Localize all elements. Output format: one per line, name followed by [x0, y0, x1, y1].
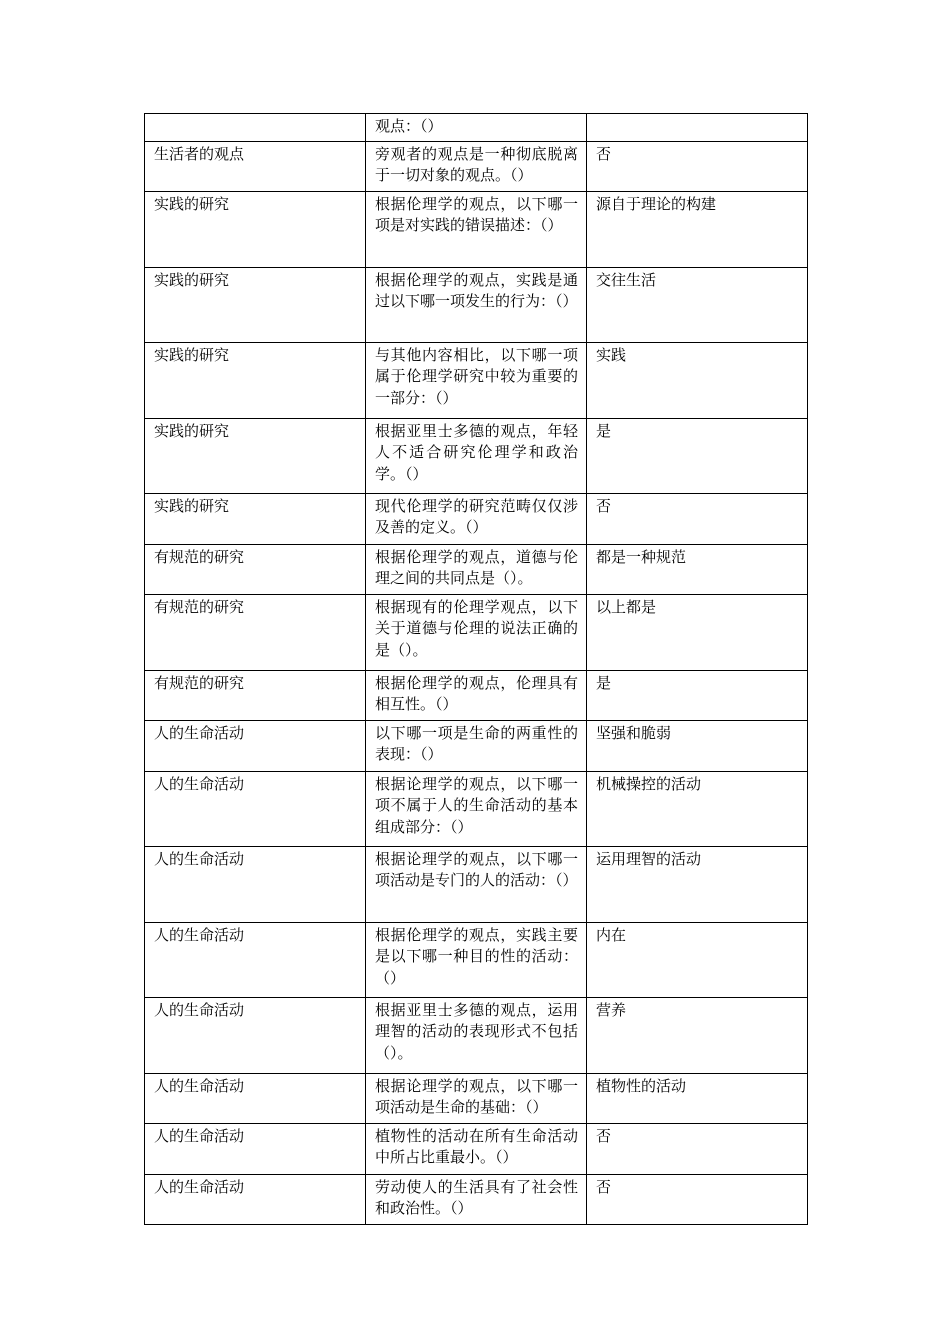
answer-cell: 否 [587, 493, 808, 544]
question-cell: 根据亚里士多德的观点，运用理智的活动的表现形式不包括（）。 [366, 997, 587, 1073]
answer-cell: 运用理智的活动 [587, 846, 808, 922]
table-row [145, 1174, 808, 1224]
table-row [145, 922, 808, 997]
answer-cell: 实践 [587, 342, 808, 418]
topic-cell: 生活者的观点 [145, 141, 366, 191]
answer-cell: 源自于理论的构建 [587, 191, 808, 267]
table-row [145, 267, 808, 342]
topic-cell: 实践的研究 [145, 267, 366, 342]
answer-cell: 植物性的活动 [587, 1073, 808, 1123]
answer-cell: 交往生活 [587, 267, 808, 342]
table-row [145, 594, 808, 670]
topic-cell: 有规范的研究 [145, 594, 366, 670]
topic-cell: 人的生命活动 [145, 771, 366, 846]
topic-cell: 实践的研究 [145, 418, 366, 493]
question-cell: 根据伦理学的观点，实践是通过以下哪一项发生的行为：（） [366, 267, 587, 342]
answer-cell: 营养 [587, 997, 808, 1073]
answer-cell: 以上都是 [587, 594, 808, 670]
answer-cell: 坚强和脆弱 [587, 720, 808, 771]
topic-cell: 人的生命活动 [145, 922, 366, 997]
question-cell: 与其他内容相比，以下哪一项属于伦理学研究中较为重要的一部分：（） [366, 342, 587, 418]
answer-cell: 是 [587, 670, 808, 720]
table-row [145, 1073, 808, 1123]
question-cell: 根据伦理学的观点，以下哪一项是对实践的错误描述：（） [366, 191, 587, 267]
question-cell: 根据论理学的观点，以下哪一项活动是生命的基础：（） [366, 1073, 587, 1123]
question-cell: 观点：（） [366, 114, 587, 142]
topic-cell [145, 114, 366, 142]
answer-cell: 机械操控的活动 [587, 771, 808, 846]
topic-cell: 人的生命活动 [145, 1174, 366, 1224]
table-row [145, 1123, 808, 1174]
topic-cell: 实践的研究 [145, 493, 366, 544]
question-cell: 根据现有的伦理学观点，以下关于道德与伦理的说法正确的是（）。 [366, 594, 587, 670]
question-cell: 根据论理学的观点，以下哪一项活动是专门的人的活动：（） [366, 846, 587, 922]
table-row [145, 493, 808, 544]
table-row [145, 771, 808, 846]
topic-cell: 实践的研究 [145, 342, 366, 418]
topic-cell: 人的生命活动 [145, 720, 366, 771]
topic-cell: 人的生命活动 [145, 1123, 366, 1174]
table-row [145, 670, 808, 720]
topic-cell: 实践的研究 [145, 191, 366, 267]
topic-cell: 人的生命活动 [145, 846, 366, 922]
topic-cell: 人的生命活动 [145, 997, 366, 1073]
table-row [145, 544, 808, 594]
table-row [145, 191, 808, 267]
question-cell: 旁观者的观点是一种彻底脱离于一切对象的观点。（） [366, 141, 587, 191]
answer-cell: 否 [587, 1123, 808, 1174]
question-cell: 劳动使人的生活具有了社会性和政治性。（） [366, 1174, 587, 1224]
question-answer-table [144, 113, 808, 1225]
question-cell: 根据伦理学的观点，伦理具有相互性。（） [366, 670, 587, 720]
table-row [145, 720, 808, 771]
answer-cell [587, 114, 808, 142]
question-cell: 植物性的活动在所有生命活动中所占比重最小。（） [366, 1123, 587, 1174]
table-row [145, 141, 808, 191]
topic-cell: 有规范的研究 [145, 670, 366, 720]
question-cell: 以下哪一项是生命的两重性的表现：（） [366, 720, 587, 771]
question-cell: 根据亚里士多德的观点，年轻人不适合研究伦理学和政治学。（） [366, 418, 587, 493]
answer-cell: 都是一种规范 [587, 544, 808, 594]
topic-cell: 人的生命活动 [145, 1073, 366, 1123]
question-cell: 根据伦理学的观点，实践主要是以下哪一种目的性的活动：（） [366, 922, 587, 997]
table-row [145, 342, 808, 418]
answer-cell: 是 [587, 418, 808, 493]
table-row [145, 846, 808, 922]
answer-cell: 内在 [587, 922, 808, 997]
table-row [145, 997, 808, 1073]
question-cell: 根据论理学的观点，以下哪一项不属于人的生命活动的基本组成部分：（） [366, 771, 587, 846]
answer-cell: 否 [587, 141, 808, 191]
answer-cell: 否 [587, 1174, 808, 1224]
table-row [145, 418, 808, 493]
topic-cell: 有规范的研究 [145, 544, 366, 594]
table-row [145, 114, 808, 142]
question-cell: 根据伦理学的观点，道德与伦理之间的共同点是（）。 [366, 544, 587, 594]
question-cell: 现代伦理学的研究范畴仅仅涉及善的定义。（） [366, 493, 587, 544]
